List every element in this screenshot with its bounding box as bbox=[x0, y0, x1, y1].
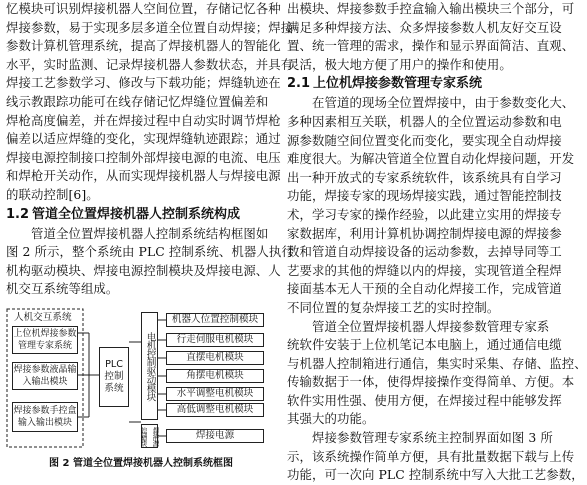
text-line: 艺要求的其他的焊缝以内的焊接，实现管道全程焊 bbox=[287, 262, 562, 278]
text-line: 焊接参数管理专家系统主控制界面如图 3 所 bbox=[312, 430, 553, 446]
left-column bbox=[6, 0, 294, 469]
section-heading-2-1 bbox=[287, 74, 549, 94]
travel-servo-module: 行走伺服电机模块 bbox=[166, 333, 264, 347]
text-line: 功能，焊接专家的现场焊接实践，通过智能控制技 bbox=[287, 188, 562, 204]
text-line: 的联动控制[6]。 bbox=[6, 186, 99, 202]
text-line: 满足多种焊接方法、众多焊接参数人机友好交互设 bbox=[287, 19, 562, 35]
text-line: 管道全位置焊接机器人焊接参数管理专家系 bbox=[312, 318, 550, 334]
text-line: 示，该系统操作简单方便，具有批量数据下载与上传 bbox=[287, 448, 575, 464]
right-paragraph-4 bbox=[287, 429, 584, 485]
text-line: 忆模块可识别焊接机器人空间位置，存储记忆各种 bbox=[6, 1, 281, 16]
section-title: 管道全位置焊接机器人控制系统构成 bbox=[32, 206, 241, 222]
text-line: 置、统一管理的需求，操作和显示界面简洁、直观、 bbox=[287, 38, 575, 54]
text-line: 与机器人控制箱进行通信，集实时采集、存储、监控、 bbox=[287, 355, 587, 371]
weld-power-control-group: 焊接电源控制模块 bbox=[141, 424, 158, 448]
plc-control-system: PLC控制系统 bbox=[99, 347, 129, 407]
text-line: 焊接电源控制接口控制外部焊接电源的电流、电压 bbox=[6, 149, 281, 165]
text-line: 其强大的功能。 bbox=[287, 411, 375, 427]
text-line: 水平，实时监测、记录焊接机器人参数状态，并具有 bbox=[6, 56, 294, 72]
text-line: 术，学习专家的操作经验，以此建立实用的焊接专 bbox=[287, 206, 562, 222]
height-adjust-module: 高低调整电机模块 bbox=[166, 403, 264, 417]
horizontal-adjust-module: 水平调整电机模块 bbox=[166, 387, 264, 401]
motor-drive-group: 电机控制驱动模块 bbox=[141, 312, 158, 420]
text-line: 焊枪高度偏差，并在焊接过程中自动实时调节焊枪 bbox=[6, 112, 281, 128]
hmi-group-label: 人机交互系统 bbox=[14, 311, 72, 323]
text-line: 多种因素相互关联，机器人的全位置运动参数和电 bbox=[287, 113, 562, 129]
text-line: 灵活，极大地方便了用户的操作和使用。 bbox=[287, 56, 512, 72]
text-line: 接面基本无人干预的全自动化焊接工作，完成管道 bbox=[287, 281, 562, 297]
text-line: 难度很大。为解决管道全位置自动化焊接问题，开发 bbox=[287, 151, 575, 167]
section-number: 1.2 bbox=[6, 206, 30, 222]
text-line: 出模块、焊接参数手控盒输入输出模块三个部分，可 bbox=[287, 1, 575, 16]
right-paragraph-3 bbox=[287, 318, 587, 430]
robot-position-module: 机器人位置控制模块 bbox=[166, 313, 264, 327]
text-line: 机构驱动模块、焊接电源控制模块及焊接电源、人 bbox=[6, 262, 281, 278]
text-line: 家数据库，利用计算机协调控制焊接电源的焊接参 bbox=[287, 225, 562, 241]
text-line: 图 2 所示，整个系统由 PLC 控制系统、机器人执行 bbox=[6, 244, 294, 260]
text-line: 在管道的现场全位置焊接中，由于参数变化大、 bbox=[312, 95, 575, 111]
section-heading-1-2 bbox=[6, 205, 276, 225]
figure-caption: 图 2 管道全位置焊接机器人控制系统框图 bbox=[49, 457, 233, 469]
control-system-block-diagram bbox=[6, 302, 276, 450]
section-number: 2.1 bbox=[287, 76, 311, 92]
text-line: 软件实用性强、使用方便，在焊接过程中能够发挥 bbox=[287, 392, 562, 408]
text-line: 线示教跟踪功能可在线存储记忆焊缝位置偏差和 bbox=[6, 93, 269, 109]
left-paragraph-2 bbox=[6, 225, 294, 299]
handheld-controller-module: 焊接参数手控盒输入输出模块 bbox=[12, 402, 78, 432]
text-line: 参数计算机管理系统，提高了焊接机器人的智能化 bbox=[6, 38, 281, 54]
text-line: 统软件安装于上位机笔记本电脑上，通过通信电缆 bbox=[287, 337, 562, 353]
text-line: 源参数随空间位置变化而变化，要实现全自动焊接 bbox=[287, 132, 562, 148]
expert-system-module: 上位机焊接参数管理专家系统 bbox=[12, 326, 78, 354]
text-line: 数和管道自动焊接设备的运动参数，去掉导同等工 bbox=[287, 244, 562, 260]
right-paragraph-1 bbox=[287, 0, 575, 74]
section-title: 上位机焊接参数管理专家系统 bbox=[313, 76, 483, 92]
text-line: 不同位置的复杂焊接工艺的实时控制。 bbox=[287, 299, 500, 315]
text-line: 功能，可一次向 PLC 控制系统中写入大批工艺参数， bbox=[287, 467, 584, 483]
text-line: 机交互系统等组成。 bbox=[6, 281, 119, 297]
left-paragraph-1 bbox=[6, 0, 294, 205]
lcd-io-module: 焊接参数液晶输入输出模块 bbox=[12, 362, 78, 390]
text-line: 管道全位置焊接机器人控制系统结构框图如 bbox=[31, 225, 269, 241]
text-line: 焊接工艺参数学习、修改与下载功能；焊缝轨迹在 bbox=[6, 75, 281, 91]
text-line: 传输数据于一体，使得焊接操作变得简单、方便。本 bbox=[287, 374, 575, 390]
straight-swing-module: 直摆电机模块 bbox=[166, 351, 264, 365]
right-paragraph-2 bbox=[287, 94, 575, 317]
text-line: 出一种开放式的专家系统软件，该系统具有自学习 bbox=[287, 169, 562, 185]
text-line: 焊接参数，易于实现多层多道全位置自动焊接；焊接 bbox=[6, 19, 294, 35]
right-column bbox=[287, 0, 587, 485]
angle-swing-module: 角摆电机模块 bbox=[166, 369, 264, 383]
weld-power-source: 焊接电源 bbox=[166, 429, 264, 443]
text-line: 偏差以适应焊缝的变化，实现焊缝轨迹跟踪；通过 bbox=[6, 131, 281, 147]
text-line: 和焊枪开关动作，从而实现焊接机器人与焊接电源 bbox=[6, 168, 281, 184]
